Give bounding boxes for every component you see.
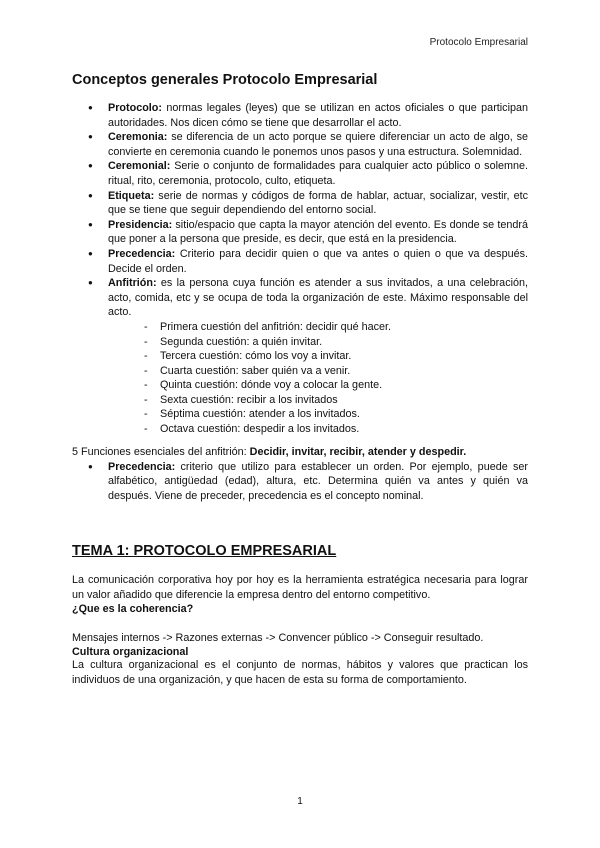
definition-text: se diferencia de un acto porque se quiere diferenciar un acto de algo, se convierte en ceremonia cuando le ponemos unos pasos y una estructura. Solemnidad. <box>108 131 528 158</box>
definition-item <box>72 460 528 504</box>
definition-text: normas legales (leyes) que se utilizan en actos oficiales o que participan autoridades. Nos dicen cómo se tiene que desarrollar el acto. <box>108 102 528 129</box>
intro-paragraph: La comunicación corporativa hoy por hoy es la herramienta estratégica necesaria para lograr un valor añadido que diferencie la empresa dentro del entorno competitivo. <box>72 574 528 602</box>
question-item: - Tercera cuestión: cómo los voy a invitar. <box>144 349 528 364</box>
definition-term: Etiqueta: <box>108 189 155 202</box>
definition-term: Ceremonial: <box>108 160 171 173</box>
definition-item <box>72 130 528 159</box>
definition-text: Criterio para decidir quien o que va antes o quien o que va después. Decide el orden. <box>108 247 528 275</box>
definition-term: Presidencia: <box>108 218 173 231</box>
precedencia-list <box>72 460 528 504</box>
question-item: - Séptima cuestión: atender a los invitados. <box>144 407 528 422</box>
definition-item <box>72 276 528 437</box>
definition-item <box>72 218 528 247</box>
definition-term: Anfitrión: <box>108 277 157 290</box>
coherencia-heading: ¿Que es la coherencia? <box>72 603 194 616</box>
question-item: - Cuarta cuestión: saber quién va a venir. <box>144 364 528 379</box>
definition-text: serie de normas y códigos de forma de hablar, actuar, socializar, vestir, etc que se tiene que seguir dependiendo del entorno social. <box>108 189 528 217</box>
question-item: - Sexta cuestión: recibir a los invitados <box>144 393 528 408</box>
host-functions-bold: Decidir, invitar, recibir, atender y despedir. <box>249 445 467 458</box>
question-item: - Quinta cuestión: dónde voy a colocar la gente. <box>144 378 528 393</box>
definition-text: es la persona cuya función es atender a sus invitados, a una celebración, acto, comida, etc y se ocupa de toda la organización de este. Máximo responsable del acto. <box>108 277 528 319</box>
definition-term: Ceremonia: <box>108 131 168 144</box>
section-title: Conceptos generales Protocolo Empresarial <box>72 72 378 88</box>
definition-item <box>72 189 528 218</box>
tema-heading: TEMA 1: PROTOCOLO EMPRESARIAL <box>72 543 337 560</box>
definition-term: Precedencia: <box>108 247 176 260</box>
page-number: 1 <box>297 796 303 807</box>
definition-text: sitio/espacio que capta la mayor atención del evento. Es donde se tendrá que poner a la persona que preside, es decir, que está en la presidencia. <box>108 218 528 246</box>
page-content <box>72 72 528 688</box>
cultura-paragraph: La cultura organizacional es el conjunto de normas, hábitos y valores que practican los individuos de una organización, y que hacen de esta su forma de comportamiento. <box>72 659 528 687</box>
question-item: - Octava cuestión: despedir a los invitados. <box>144 422 528 437</box>
definition-term: Protocolo: <box>108 102 162 114</box>
definition-item <box>72 101 528 130</box>
definition-item <box>72 159 528 188</box>
running-header: Protocolo Empresarial <box>429 37 528 48</box>
question-item: - Segunda cuestión: a quién invitar. <box>144 335 528 350</box>
definition-text: Serie o conjunto de formalidades para cualquier acto público o solemne. ritual, rito, ceremonia, protocolo, culto, etiqueta. <box>108 160 528 187</box>
cultura-heading: Cultura organizacional <box>72 646 189 659</box>
definition-text: criterio que utilizo para establecer un orden. Por ejemplo, puede ser alfabético, antigüedad (edad), altura, etc. Determina quién va antes y quién va después. Viene de preceder, precedencia es el concepto nominal. <box>108 460 528 502</box>
definitions-list <box>72 101 528 437</box>
host-questions-list <box>108 320 528 437</box>
definition-term: Precedencia: <box>108 460 176 473</box>
question-item: - Primera cuestión del anfitrión: decidir qué hacer. <box>144 320 528 335</box>
host-functions-lead: 5 Funciones esenciales del anfitrión: <box>72 445 250 458</box>
host-functions-paragraph <box>72 445 528 460</box>
definition-item <box>72 247 528 276</box>
coherencia-paragraph: Mensajes internos -> Razones externas -> Convencer público -> Conseguir resultado. <box>72 632 484 645</box>
